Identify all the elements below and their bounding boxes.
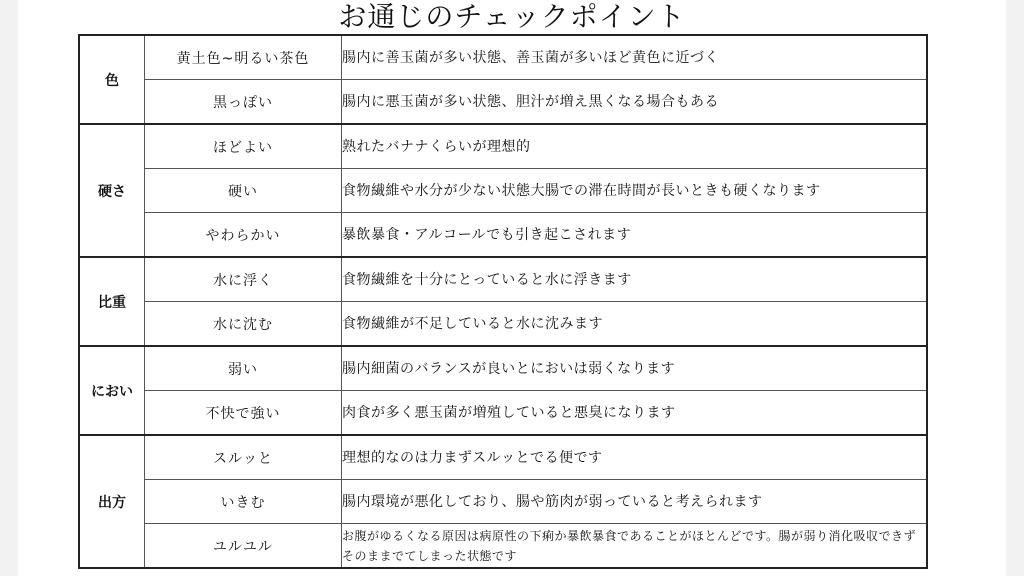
table-row <box>79 257 927 302</box>
category-cell-smell: におい <box>79 346 145 435</box>
page-title: お通じのチェックポイント <box>338 0 686 33</box>
description-cell: 食物繊維を十分にとっていると水に浮きます <box>342 257 928 302</box>
table-row <box>79 169 927 213</box>
item-cell: 硬い <box>145 169 342 213</box>
description-cell: 熟れたバナナくらいが理想的 <box>342 124 928 169</box>
item-cell: ほどよい <box>145 124 342 169</box>
item-cell: スルッと <box>145 435 342 480</box>
table-row <box>79 35 927 80</box>
table-row <box>79 213 927 258</box>
table-row <box>79 435 927 480</box>
description-cell: 腸内細菌のバランスが良いとにおいは弱くなります <box>342 346 928 391</box>
category-cell-hardness: 硬さ <box>79 124 145 257</box>
description-cell: お腹がゆるくなる原因は病原性の下痢か暴飲暴食であることがほとんどです。腸が弱り消化吸収できずそのままでてしまった状態です <box>342 524 928 569</box>
item-cell: 不快で強い <box>145 391 342 436</box>
description-cell: 食物繊維や水分が少ない状態大腸での滞在時間が長いときも硬くなります <box>342 169 928 213</box>
item-cell: 弱い <box>145 346 342 391</box>
item-cell: 黄土色~明るい茶色 <box>145 35 342 80</box>
description-cell: 暴飲暴食・アルコールでも引き起こされます <box>342 213 928 258</box>
checkpoint-table <box>78 34 928 569</box>
table-row <box>79 346 927 391</box>
item-cell: いきむ <box>145 480 342 524</box>
item-cell: 水に浮く <box>145 257 342 302</box>
item-cell: 水に沈む <box>145 302 342 347</box>
item-cell: やわらかい <box>145 213 342 258</box>
category-cell-color: 色 <box>79 35 145 124</box>
category-cell-density: 比重 <box>79 257 145 346</box>
description-cell: 食物繊維が不足していると水に沈みます <box>342 302 928 347</box>
description-cell: 肉食が多く悪玉菌が増殖していると悪臭になります <box>342 391 928 436</box>
table-row <box>79 480 927 524</box>
description-cell: 腸内環境が悪化しており、腸や筋肉が弱っていると考えられます <box>342 480 928 524</box>
table-row <box>79 302 927 347</box>
table-row <box>79 124 927 169</box>
description-cell: 腸内に悪玉菌が多い状態、胆汁が増え黒くなる場合もある <box>342 80 928 125</box>
category-cell-passing: 出方 <box>79 435 145 568</box>
item-cell: 黒っぽい <box>145 80 342 125</box>
description-cell: 腸内に善玉菌が多い状態、善玉菌が多いほど黄色に近づく <box>342 35 928 80</box>
description-cell: 理想的なのは力まずスルッとでる便です <box>342 435 928 480</box>
item-cell: ユルユル <box>145 524 342 569</box>
table-row <box>79 391 927 436</box>
table-row <box>79 524 927 569</box>
table-row <box>79 80 927 125</box>
